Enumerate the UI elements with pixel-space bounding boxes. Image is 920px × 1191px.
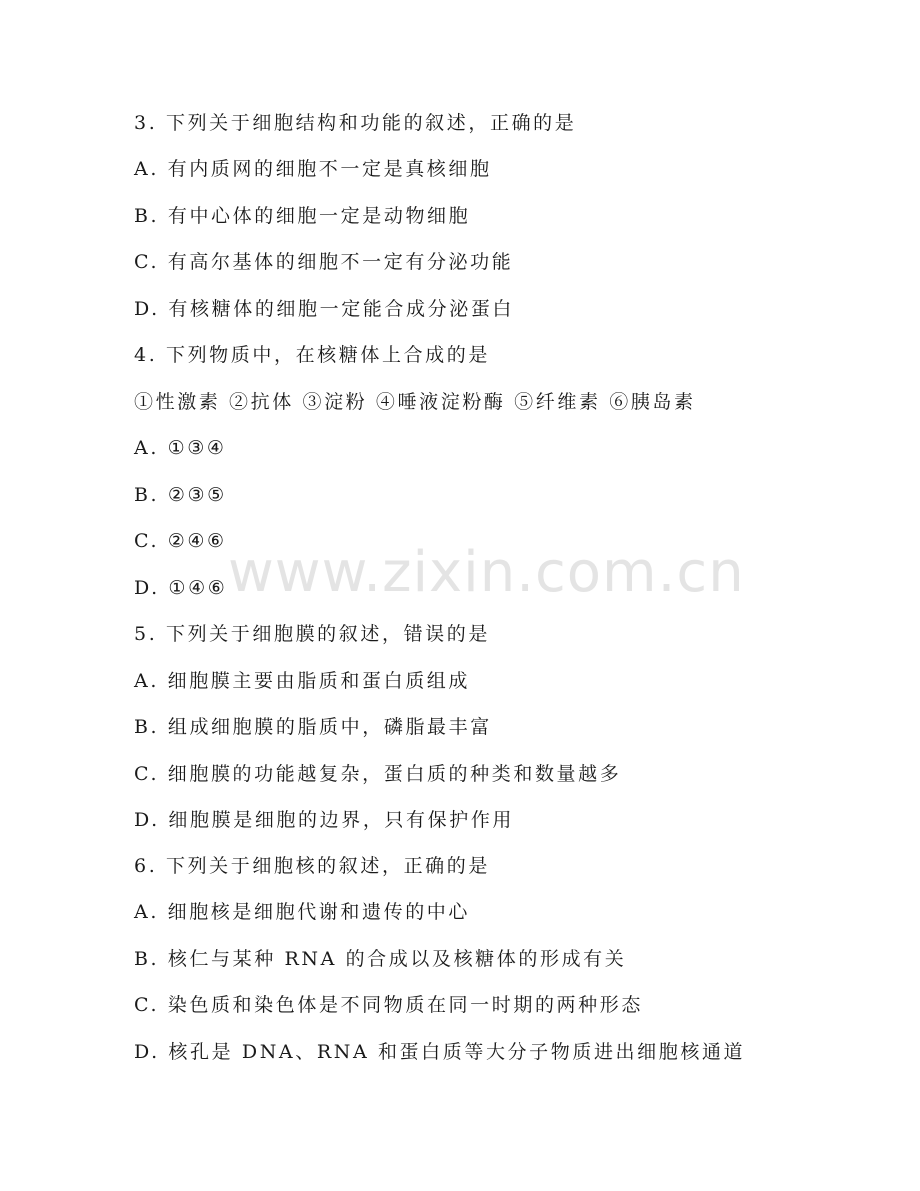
question-4-items: ①性激素 ②抗体 ③淀粉 ④唾液淀粉酶 ⑤纤维素 ⑥胰岛素: [134, 391, 696, 413]
question-5-option-a: A. 细胞膜主要由脂质和蛋白质组成: [134, 670, 471, 692]
question-5-stem: 5. 下列关于细胞膜的叙述，错误的是: [134, 623, 490, 645]
question-3-option-c: C. 有高尔基体的细胞不一定有分泌功能: [134, 251, 514, 273]
question-4-option-c: C. ②④⑥: [134, 530, 227, 552]
question-3-option-b: B. 有中心体的细胞一定是动物细胞: [134, 205, 471, 227]
question-4-option-b: B. ②③⑤: [134, 484, 227, 506]
question-5-option-b: B. 组成细胞膜的脂质中，磷脂最丰富: [134, 716, 492, 738]
question-3-option-d: D. 有核糖体的细胞一定能合成分泌蛋白: [134, 298, 515, 320]
question-6-stem: 6. 下列关于细胞核的叙述，正确的是: [134, 855, 490, 877]
question-4-option-d: D. ①④⑥: [134, 577, 228, 599]
watermark: www.zixin.com.cn: [228, 540, 745, 605]
question-5-option-c: C. 细胞膜的功能越复杂，蛋白质的种类和数量越多: [134, 763, 622, 785]
question-6-option-b: B. 核仁与某种 RNA 的合成以及核糖体的形成有关: [134, 948, 627, 970]
question-4-option-a: A. ①③④: [134, 437, 227, 459]
question-3-option-a: A. 有内质网的细胞不一定是真核细胞: [134, 158, 492, 180]
question-6-option-a: A. 细胞核是细胞代谢和遗传的中心: [134, 901, 471, 923]
question-6-option-d: D. 核孔是 DNA、RNA 和蛋白质等大分子物质进出细胞核通道: [134, 1041, 746, 1063]
question-5-option-d: D. 细胞膜是细胞的边界，只有保护作用: [134, 809, 515, 831]
question-6-option-c: C. 染色质和染色体是不同物质在同一时期的两种形态: [134, 994, 643, 1016]
question-3-stem: 3. 下列关于细胞结构和功能的叙述，正确的是: [134, 112, 577, 134]
question-4-stem: 4. 下列物质中，在核糖体上合成的是: [134, 344, 490, 366]
